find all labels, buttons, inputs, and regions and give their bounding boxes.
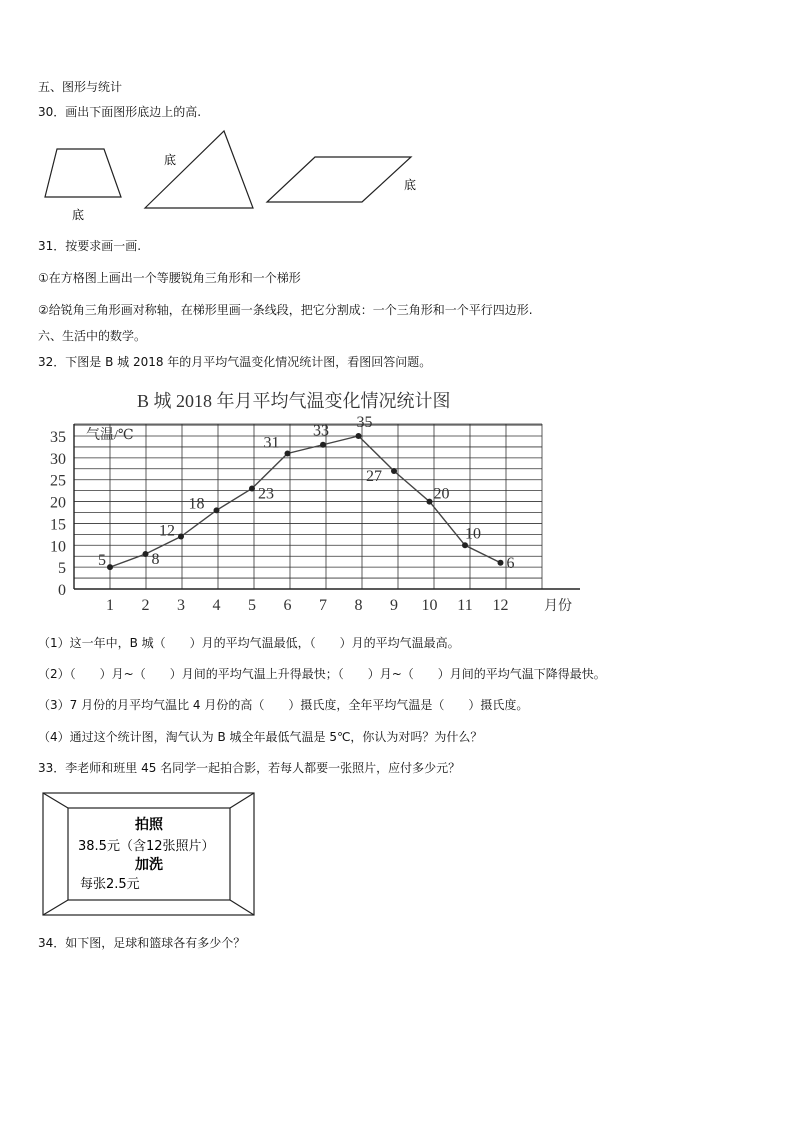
x-tick-label: 5 — [248, 597, 256, 614]
x-tick-label: 3 — [177, 597, 185, 614]
data-label: 6 — [506, 554, 515, 572]
y-tick-label: 15 — [50, 516, 66, 534]
q32-text: 32．下图是 B 城 2018 年的月平均气温变化情况统计图，看图回答问题。 — [38, 355, 432, 369]
x-tick-label: 9 — [390, 597, 398, 614]
y-tick-label: 10 — [50, 538, 66, 556]
data-label: 33 — [313, 422, 329, 440]
q32-sub2: （2）（ ）月~（ ）月间的平均气温上升得最快；（ ）月~（ ）月间的平均气温下降得最快。 — [38, 667, 606, 681]
data-label: 23 — [258, 485, 274, 503]
y-tick-label: 25 — [50, 472, 66, 490]
y-tick-label: 20 — [50, 494, 66, 512]
q31-item2: ②给锐角三角形画对称轴，在梯形里画一条线段，把它分割成：一个三角形和一个平行四边形. — [38, 303, 533, 317]
y-tick-label: 30 — [50, 450, 66, 468]
q33-text: 33．李老师和班里 45 名同学一起拍合影，若每人都要一张照片，应付多少元？ — [38, 761, 461, 775]
x-tick-label: 1 — [106, 597, 114, 614]
price-box-title2: 加洗 — [135, 857, 163, 873]
data-label: 27 — [366, 467, 382, 485]
q32-sub1: （1）这一年中，B 城（ ）月的平均气温最低，（ ）月的平均气温最高。 — [38, 636, 460, 650]
x-tick-label: 11 — [457, 597, 473, 614]
q32-sub4: （4）通过这个统计图，淘气认为 B 城全年最低气温是 5℃，你认为对吗？为什么？ — [38, 730, 483, 744]
data-label: 18 — [188, 495, 205, 513]
data-label: 35 — [356, 414, 373, 431]
data-label: 8 — [151, 551, 160, 569]
y-tick-label: 5 — [58, 560, 66, 578]
parallelogram-base-label: 底 — [404, 178, 417, 192]
x-tick-label: 12 — [492, 597, 509, 614]
price-box-title: 拍照 — [135, 817, 163, 833]
section6-title: 六、生活中的数学。 — [38, 329, 147, 343]
data-label: 31 — [263, 434, 280, 452]
x-tick-label: 4 — [212, 597, 221, 614]
q32-sub3: （3）7 月份的月平均气温比 4 月份的高（ ）摄氏度，全年平均气温是（ ）摄氏度。 — [38, 698, 529, 712]
trapezoid-base-label: 底 — [72, 208, 85, 222]
x-tick-label: 2 — [141, 597, 150, 614]
x-tick-label: 6 — [283, 597, 292, 614]
q30-text: 30．画出下面图形底边上的高. — [38, 105, 202, 119]
q31-item1: ①在方格图上画出一个等腰锐角三角形和一个梯形 — [38, 271, 301, 285]
chart-title: B 城 2018 年月平均气温变化情况统计图 — [137, 391, 451, 411]
section5-title: 五、图形与统计 — [38, 80, 123, 94]
data-label: 10 — [465, 525, 481, 543]
data-label: 5 — [98, 552, 106, 570]
q34-text: 34．如下图，足球和篮球各有多少个？ — [38, 936, 246, 950]
x-tick-label: 7 — [319, 597, 327, 614]
price-box-line2: 每张2.5元 — [80, 877, 140, 892]
chart-ylabel: 气温/℃ — [86, 428, 134, 443]
price-box-line1: 38.5元（含12张照片） — [78, 839, 215, 854]
x-tick-label: 10 — [421, 597, 438, 614]
chart-xlabel: 月份 — [544, 599, 572, 614]
y-tick-label: 35 — [50, 429, 66, 446]
triangle-base-label: 底 — [164, 153, 177, 167]
x-tick-label: 8 — [354, 597, 363, 614]
q31-text: 31．按要求画一画. — [38, 239, 142, 253]
data-label: 20 — [433, 485, 450, 503]
data-label: 12 — [159, 522, 175, 540]
y-tick-label: 0 — [58, 582, 66, 599]
